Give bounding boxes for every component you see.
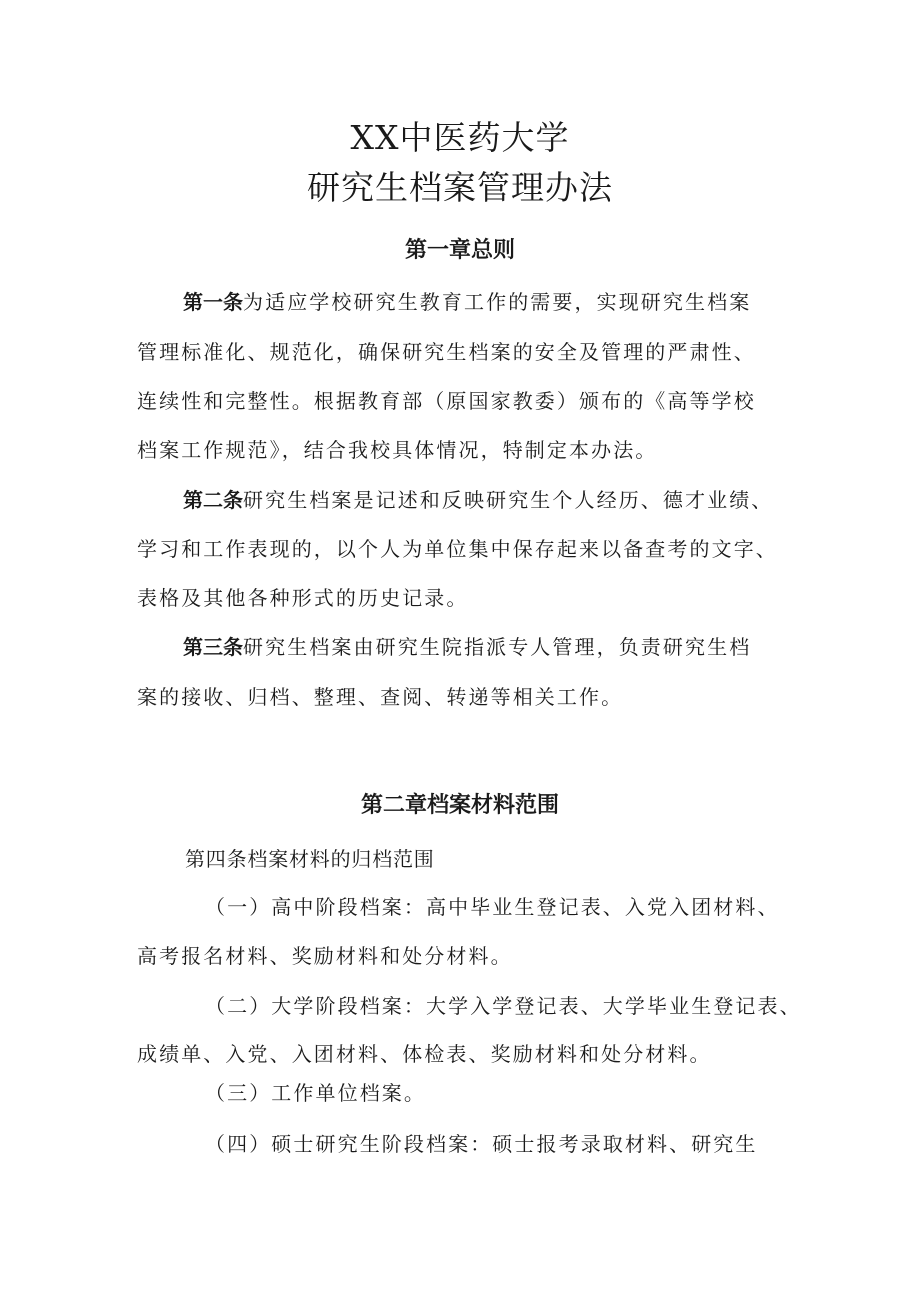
item1-line1: （一）高中阶段档案：高中毕业生登记表、入党入团材料、 xyxy=(205,895,780,919)
article1-line2: 管理标准化、规范化，确保研究生档案的安全及管理的严肃性、 xyxy=(137,340,756,364)
article1-line4: 档案工作规范》，结合我校具体情况，特制定本办法。 xyxy=(137,438,658,462)
article1-label: 第一条 xyxy=(183,290,243,314)
item3-line1: （三）工作单位档案。 xyxy=(205,1081,426,1105)
article2-line1 xyxy=(183,486,773,514)
article3-label: 第三条 xyxy=(183,635,243,659)
item2-line2: 成绩单、入党、入团材料、体检表、奖励材料和处分材料。 xyxy=(137,1042,712,1066)
article1-line1 xyxy=(183,288,751,316)
item2-line1: （二）大学阶段档案：大学入学登记表、大学毕业生登记表、 xyxy=(205,994,802,1018)
article1-line3: 连续性和完整性。根据教育部（原国家教委）颁布的《高等学校 xyxy=(137,389,756,413)
document-title-line2: 研究生档案管理办法 xyxy=(307,168,613,207)
article3-text-1: 研究生档案由研究生院指派专人管理，负责研究生档 xyxy=(243,635,752,659)
article3-line2: 案的接收、归档、整理、查阅、转递等相关工作。 xyxy=(137,685,624,709)
article2-label: 第二条 xyxy=(183,488,243,512)
document-title-line1: XX中医药大学 xyxy=(350,118,570,157)
chapter2-heading: 第二章档案材料范围 xyxy=(360,793,559,818)
item1-line2: 高考报名材料、奖励材料和处分材料。 xyxy=(137,944,513,968)
article4-line xyxy=(185,845,435,873)
article1-text-1: 为适应学校研究生教育工作的需要，实现研究生档案 xyxy=(243,290,752,314)
article4-label: 第四条 xyxy=(185,847,248,871)
article2-line2: 学习和工作表现的，以个人为单位集中保存起来以备查考的文字、 xyxy=(137,537,778,561)
chapter1-heading: 第一章总则 xyxy=(404,238,515,263)
article3-line1 xyxy=(183,633,751,661)
article4-text: 档案材料的归档范围 xyxy=(247,847,435,871)
item4-line1: （四）硕士研究生阶段档案：硕士报考录取材料、研究生 xyxy=(205,1132,758,1156)
article2-text-1: 研究生档案是记述和反映研究生个人经历、德才业绩、 xyxy=(243,488,774,512)
article2-line3: 表格及其他各种形式的历史记录。 xyxy=(137,586,469,610)
